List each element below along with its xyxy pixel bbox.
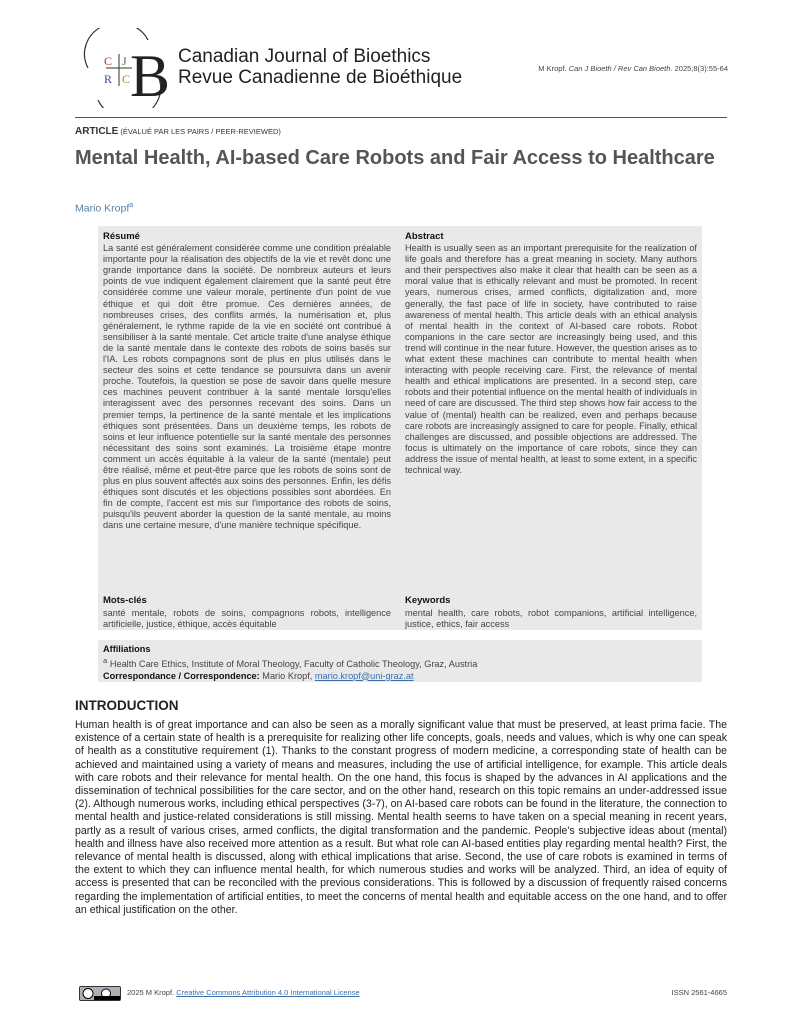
- introduction-heading: INTRODUCTION: [75, 698, 179, 713]
- journal-logo: [78, 28, 170, 108]
- abstract-text: Health is usually seen as an important prerequisite for the realization of life goals and therefore has a great meaning in society. Many authors and their perspectives also make it clear that health can be seen as a moral value that is ethically relevant and must be promoted. In recent years, numerous crises, armed conflicts, digitalization and, more generally, the fast pace of life in society, have contributed to raise awareness of mental health. This article deals with an ethical analysis of mental health in the context of AI-based care robots. Robot companions in the care sector are increasingly being used, and this trend will continue in the near future. However, the question arises as to what extent these machines can contribute to mental health when interacting with people receiving care. First, the relevance of mental health and ethical implications are presented. In a second step, care robots and their potential influence on the mental health of individuals in need of care are discussed. The third step shows how fair access to the value of (mental) health can be realized, even and perhaps because care robots are increasingly assigned to care for people. Finally, ethical challenges are discussed, and possible objections are addressed. The focus is ultimately on the importance of care robots, since they can address the issue of mental health, at least to some extent, in a specific technical way.: [405, 243, 697, 475]
- abstract-heading: Abstract: [405, 231, 444, 242]
- header-divider: [75, 117, 727, 118]
- affiliation-text: Health Care Ethics, Institute of Moral Theology, Faculty of Catholic Theology, Graz, Austria: [107, 659, 478, 670]
- mots-cles-text: santé mentale, robots de soins, compagnons robots, intelligence artificielle, justice, éthique, accès équitable: [103, 607, 391, 629]
- keywords-text: mental health, care robots, robot companions, artificial intelligence, justice, ethics, fair access: [405, 607, 697, 629]
- resume-column: [103, 231, 391, 532]
- issn: ISSN 2561-4665: [671, 988, 727, 997]
- journal-name-en: Canadian Journal of Bioethics: [178, 46, 431, 67]
- citation-suffix: . 2025;8(3):55-64: [670, 64, 728, 73]
- correspondence-name: Mario Kropf,: [259, 670, 315, 681]
- journal-name-fr: Revue Canadienne de Bioéthique: [178, 67, 463, 88]
- author: [75, 202, 133, 215]
- affiliation-sup: a: [103, 656, 108, 666]
- page-footer: [75, 986, 727, 1000]
- citation-prefix: M Kropf.: [538, 64, 569, 73]
- mots-cles: [103, 595, 391, 631]
- correspondence-email-link[interactable]: mario.kropf@uni-graz.at: [314, 670, 414, 681]
- mots-cles-heading: Mots-clés: [103, 595, 147, 606]
- journal-names: [178, 46, 462, 88]
- copyright-text: 2025 M Kropf.: [127, 988, 177, 997]
- logo-letter-c2: C: [122, 72, 131, 86]
- affiliations-box: [98, 640, 702, 682]
- citation-journal: Can J Bioeth / Rev Can Bioeth: [568, 64, 671, 73]
- abstract-column: [405, 231, 697, 476]
- resume-heading: Résumé: [103, 231, 140, 242]
- logo-letter-r: R: [104, 72, 113, 86]
- journal-header: [78, 20, 728, 116]
- logo-letter-j: J: [122, 54, 127, 68]
- citation: [538, 64, 728, 73]
- resume-text: La santé est généralement considérée comme une condition préalable importante pour la réalisation des objectifs de la vie et revêt donc une grande importance dans la société. De nombreux auteurs et leurs points de vue indiquent également clairement que la santé peut être considérée comme une valeur morale, pertinente d'un point de vue éthique et qui doit être promue. Ces dernières années, de nombreuses crises, des conflits armés, la numérisation et, plus généralement, le rythme rapide de la vie en société ont contribué à sensibiliser à la santé mentale. Cet article traite d'une analyse éthique de la santé mentale dans le contexte des robots de soins basés sur l'IA. Les robots compagnons sont de plus en plus utilisés dans le secteur des soins et cette tendance se poursuivra dans un avenir proche. Toutefois, la question se pose de savoir dans quelle mesure ces machines peuvent contribuer à la santé mentale lorsqu'elles interagissent avec des personnes recevant des soins. Dans un premier temps, la pertinence de la santé mentale et les implications éthiques sont présentées. Dans un deuxième temps, les robots de soins et leur influence potentielle sur la santé mentale des personnes nécessitant des soins sont examinés. La troisième étape montre comment un accès équitable à la valeur de la santé (mentale) peut être réalisé, même et peut-être parce que les robots de soins sont de plus en plus souvent affectés aux soins des personnes. Enfin, les défis éthiques sont discutés et les objections possibles sont abordées. En fin de compte, l'accent est mis sur l'importance des robots de soins, puisqu'ils peuvent aborder la question de la santé mentale, au moins dans une certaine mesure, d'une manière technique spécifique.: [103, 243, 391, 531]
- logo-letter-b: B: [130, 43, 170, 108]
- footer-copyright: [127, 988, 360, 997]
- author-sup: a: [129, 202, 134, 209]
- article-label-sub: (ÉVALUÉ PAR LES PAIRS / PEER-REVIEWED): [118, 127, 281, 136]
- affiliations-heading: Affiliations: [103, 644, 151, 654]
- keywords: [405, 595, 697, 631]
- license-link[interactable]: Creative Commons Attribution 4.0 International License: [176, 988, 360, 997]
- article-label: ARTICLE: [75, 126, 119, 137]
- article-type: [75, 126, 281, 137]
- correspondence-label: Correspondance / Correspondence:: [103, 670, 260, 681]
- article-title: Mental Health, AI-based Care Robots and Fair Access to Healthcare: [75, 147, 715, 169]
- correspondence-line: [103, 671, 477, 682]
- cc-by-license-icon[interactable]: [79, 986, 121, 1001]
- keywords-heading: Keywords: [405, 595, 451, 606]
- introduction-text: Human health is of great importance and can also be seen as a morally significant value that must be preserved, at least prima facie. The existence of a certain state of health is a prerequisite for realizing other life concepts, goals, needs and values, which is why one can speak of health as a constitutive requirement (1). Thanks to the constant progress of modern medicine, a corresponding state of health can be achieved and maintained using a variety of means and measures, including the use of artificial intelligence, for example. This article deals with care robots and their relevance for mental health. On the one hand, this focus is shaped by the advances in AI applications and the dissemination of technical possibilities for the care sector, and on the other hand, research on this topic remains an under-addressed issue (2). Although numerous works, including ethical perspectives (3-7), on AI-based care robots can be found in the literature, the connection to mental health and justice-related considerations is still missing. Mental health seems to have taken on a special meaning in recent years, partly as a result of various crises, armed conflicts, the digital transformation and the pandemic. People's subjective ideas about (mental) health and illness have also received more attention as a result. But what role can AI-based entities play regarding mental health? First, the relevance of mental health is discussed, along with ethical implications that arise. Second, the use of care robots is examined in terms of the extent to which they can influence mental health, for which numerous studies and works will be analyzed. Third, an idea of equity of access is presented that can be reconciled with the previous considerations. This is followed by a discussion of frequently raised concerns regarding the implementation of artificial entities, to meet the concerns of mental health and equitable access on the one hand, and to offer an ethical justification on the other.: [75, 719, 727, 916]
- author-name: Mario Kropf: [75, 202, 130, 215]
- logo-letter-c1: C: [104, 54, 113, 68]
- affiliation-line: [103, 655, 477, 670]
- abstract-box: [98, 226, 702, 630]
